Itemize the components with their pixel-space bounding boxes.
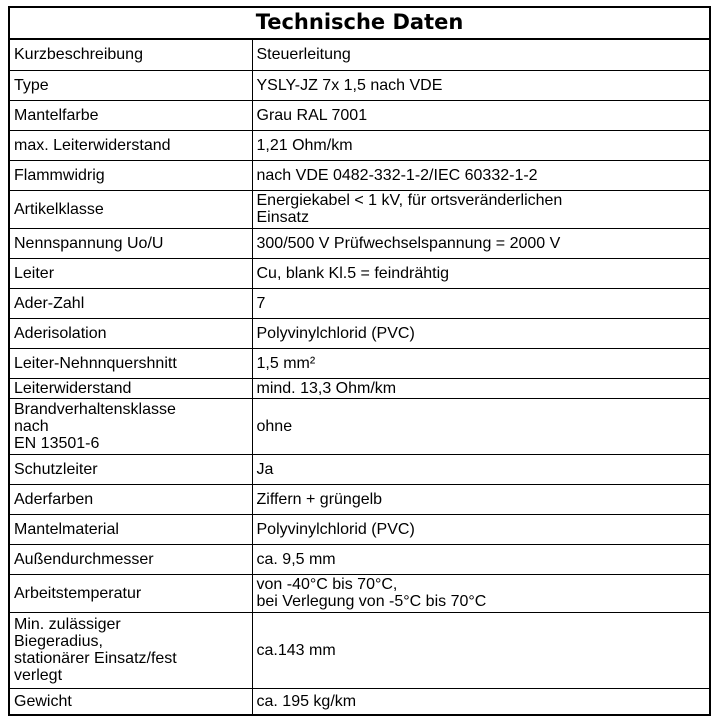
table-row	[10, 574, 709, 612]
spec-label: Arbeitstemperatur	[10, 574, 252, 612]
spec-value: YSLY-JZ 7x 1,5 nach VDE	[252, 70, 709, 100]
spec-label: Gewicht	[10, 688, 252, 714]
spec-value: nach VDE 0482-332-1-2/IEC 60332-1-2	[252, 160, 709, 190]
spec-label: Aderfarben	[10, 484, 252, 514]
table-row	[10, 100, 709, 130]
spec-value: Grau RAL 7001	[252, 100, 709, 130]
spec-value: Polyvinylchlorid (PVC)	[252, 318, 709, 348]
spec-label: Schutzleiter	[10, 454, 252, 484]
table-row	[10, 612, 709, 688]
spec-label: Type	[10, 70, 252, 100]
table-row	[10, 378, 709, 398]
spec-value: Steuerleitung	[252, 40, 709, 70]
spec-value: ca. 9,5 mm	[252, 544, 709, 574]
spec-label: Mantelfarbe	[10, 100, 252, 130]
spec-label: Brandverhaltensklasse nach EN 13501-6	[10, 398, 252, 454]
table-row	[10, 348, 709, 378]
spec-label: Leiter-Nehnnquershnitt	[10, 348, 252, 378]
table-row	[10, 70, 709, 100]
table-row	[10, 288, 709, 318]
spec-label: Artikelklasse	[10, 190, 252, 228]
table-row	[10, 228, 709, 258]
spec-label: Kurzbeschreibung	[10, 40, 252, 70]
sheet-title: Technische Daten	[10, 8, 709, 40]
table-row	[10, 190, 709, 228]
spec-label: Leiterwiderstand	[10, 378, 252, 398]
spec-value: mind. 13,3 Ohm/km	[252, 378, 709, 398]
spec-value: 1,5 mm²	[252, 348, 709, 378]
table-row	[10, 40, 709, 70]
spec-value: Polyvinylchlorid (PVC)	[252, 514, 709, 544]
spec-value: 300/500 V Prüfwechselspannung = 2000 V	[252, 228, 709, 258]
spec-value: ca.143 mm	[252, 612, 709, 688]
spec-label: Nennspannung Uo/U	[10, 228, 252, 258]
spec-label: Mantelmaterial	[10, 514, 252, 544]
table-row	[10, 514, 709, 544]
spec-value: Cu, blank Kl.5 = feindrähtig	[252, 258, 709, 288]
spec-value: 1,21 Ohm/km	[252, 130, 709, 160]
spec-value: Ziffern + grüngelb	[252, 484, 709, 514]
table-row	[10, 318, 709, 348]
spec-value: Ja	[252, 454, 709, 484]
spec-value: ca. 195 kg/km	[252, 688, 709, 714]
spec-value: ohne	[252, 398, 709, 454]
spec-label: max. Leiterwiderstand	[10, 130, 252, 160]
spec-label: Leiter	[10, 258, 252, 288]
spec-label: Ader-Zahl	[10, 288, 252, 318]
spec-label: Min. zulässiger Biegeradius, stationärer Einsatz/fest verlegt	[10, 612, 252, 688]
technical-data-sheet	[8, 6, 711, 716]
table-row	[10, 688, 709, 714]
table-row	[10, 484, 709, 514]
spec-label: Aderisolation	[10, 318, 252, 348]
table-row	[10, 544, 709, 574]
table-row	[10, 398, 709, 454]
spec-value: von -40°C bis 70°C, bei Verlegung von -5°C bis 70°C	[252, 574, 709, 612]
spec-label: Außendurchmesser	[10, 544, 252, 574]
table-row	[10, 258, 709, 288]
table-row	[10, 130, 709, 160]
spec-table	[10, 40, 709, 714]
spec-value: 7	[252, 288, 709, 318]
spec-value: Energiekabel < 1 kV, für ortsveränderlichen Einsatz	[252, 190, 709, 228]
table-row	[10, 160, 709, 190]
table-row	[10, 454, 709, 484]
spec-label: Flammwidrig	[10, 160, 252, 190]
